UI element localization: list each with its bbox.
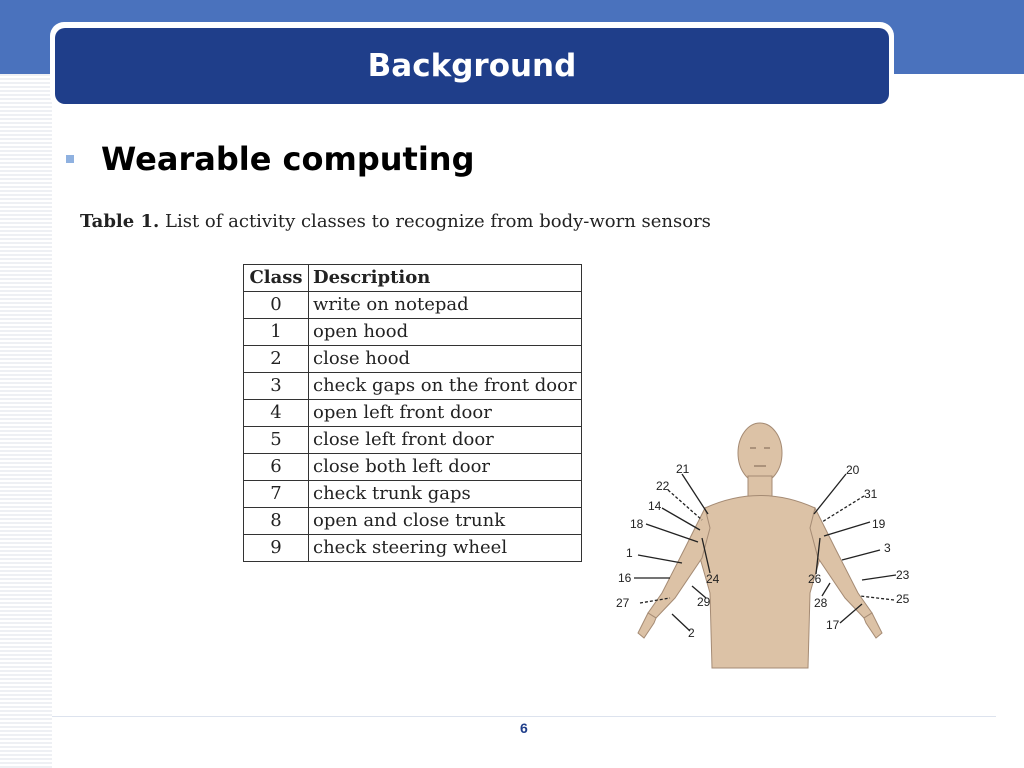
human-body-silhouette [638, 423, 882, 668]
table-row [244, 319, 582, 346]
table-row [244, 481, 582, 508]
sensor-label: 31 [864, 487, 878, 501]
body-sensor-figure [610, 418, 910, 678]
table-row [244, 400, 582, 427]
class-cell: 4 [244, 400, 309, 427]
sensor-label: 26 [808, 572, 822, 586]
sensor-label: 23 [896, 568, 910, 582]
description-cell: check gaps on the front door [309, 373, 582, 400]
sensor-label: 20 [846, 463, 860, 477]
sensor-label: 19 [872, 517, 886, 531]
class-cell: 8 [244, 508, 309, 535]
table-row [244, 346, 582, 373]
footer-divider [52, 716, 996, 717]
table-row [244, 292, 582, 319]
table-row [244, 454, 582, 481]
class-cell: 3 [244, 373, 309, 400]
class-cell: 1 [244, 319, 309, 346]
table-row [244, 427, 582, 454]
class-cell: 5 [244, 427, 309, 454]
sensor-label: 16 [618, 571, 632, 585]
sensor-label: 3 [884, 541, 891, 555]
sensor-label: 25 [896, 592, 910, 606]
description-cell: open hood [309, 319, 582, 346]
sensor-label: 1 [626, 546, 633, 560]
sensor-label: 28 [814, 596, 828, 610]
sensor-label: 17 [826, 618, 840, 632]
title-bar [55, 28, 889, 104]
sensor-label: 22 [656, 479, 670, 493]
description-cell: close hood [309, 346, 582, 373]
sensor-label: 21 [676, 462, 690, 476]
column-header-class: Class [244, 265, 309, 292]
sensor-label: 27 [616, 596, 630, 610]
caption-text: List of activity classes to recognize from body-worn sensors [159, 211, 711, 232]
description-cell: close left front door [309, 427, 582, 454]
caption-label: Table 1. [80, 211, 160, 232]
description-cell: write on notepad [309, 292, 582, 319]
table-row [244, 508, 582, 535]
description-cell: check steering wheel [309, 535, 582, 562]
sensor-label: 2 [688, 626, 695, 640]
activity-classes-table [243, 264, 582, 562]
sensor-label: 14 [648, 499, 662, 513]
slide-title: Background [367, 48, 577, 84]
description-cell: close both left door [309, 454, 582, 481]
sensor-label: 24 [706, 572, 720, 586]
table-row [244, 535, 582, 562]
class-cell: 0 [244, 292, 309, 319]
left-stripe-margin [0, 74, 52, 768]
class-cell: 7 [244, 481, 309, 508]
description-cell: open and close trunk [309, 508, 582, 535]
class-cell: 6 [244, 454, 309, 481]
class-cell: 2 [244, 346, 309, 373]
page-number: 6 [520, 720, 528, 736]
bullet-square-icon [66, 155, 74, 163]
column-header-description: Description [309, 265, 582, 292]
table-header-row [244, 265, 582, 292]
sensor-label: 29 [697, 595, 711, 609]
table-caption [80, 211, 711, 232]
table-row [244, 373, 582, 400]
description-cell: check trunk gaps [309, 481, 582, 508]
description-cell: open left front door [309, 400, 582, 427]
sensor-label: 18 [630, 517, 644, 531]
bullet-heading: Wearable computing [101, 140, 475, 178]
class-cell: 9 [244, 535, 309, 562]
